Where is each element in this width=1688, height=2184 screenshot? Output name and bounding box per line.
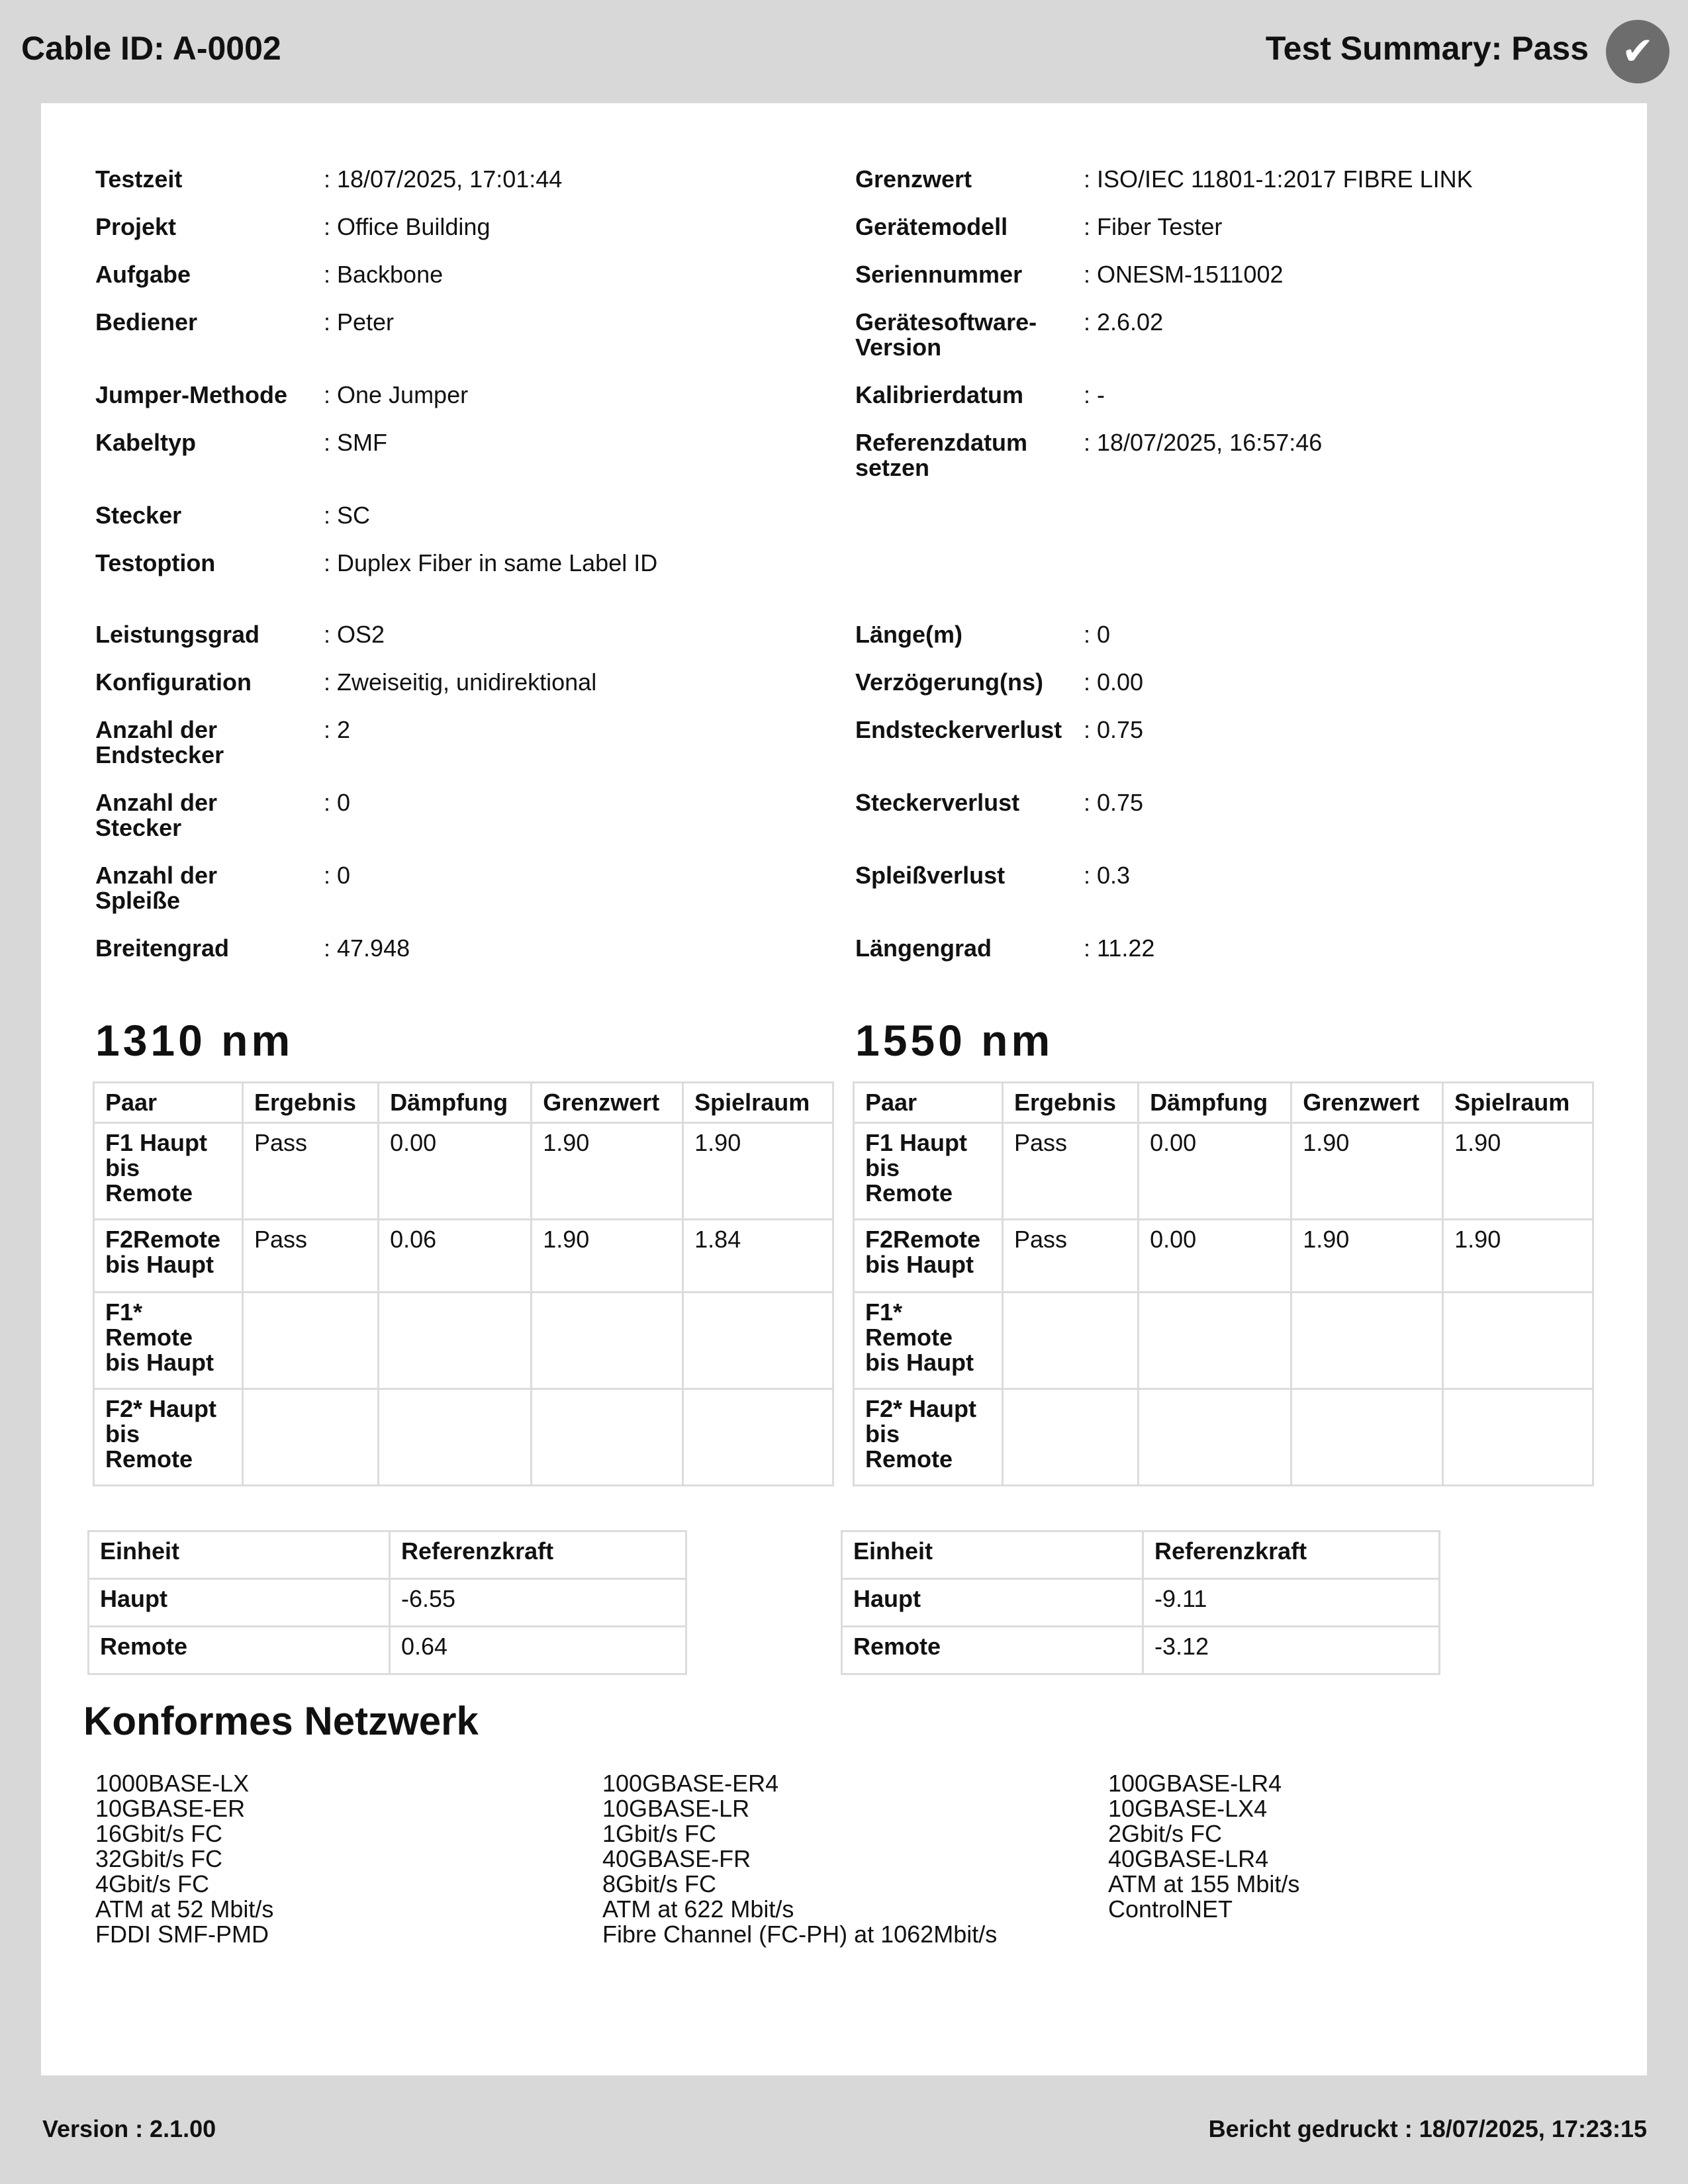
wavelength-1310-title: 1310 nm bbox=[95, 1016, 294, 1065]
results-table-1310 bbox=[93, 1081, 834, 1486]
network-item: 16Gbit/s FC bbox=[95, 1820, 223, 1847]
table-row: F1 Haupt bis Remote Pass 0.00 1.90 1.90 bbox=[94, 1123, 833, 1220]
col-header: Ergebnis bbox=[1003, 1083, 1139, 1123]
network-item: 1000BASE-LX bbox=[95, 1770, 250, 1797]
network-item: 10GBASE-ER bbox=[95, 1795, 246, 1822]
footer-version: Version : 2.1.00 bbox=[42, 2115, 216, 2142]
test-summary: Test Summary: Pass bbox=[1265, 30, 1589, 67]
table-row: F2Remote bis Haupt Pass 0.00 1.90 1.90 bbox=[854, 1220, 1593, 1293]
network-column-2 bbox=[602, 1771, 997, 1947]
network-title: Konformes Netzwerk bbox=[83, 1699, 479, 1743]
network-item: ATM at 155 Mbit/s bbox=[1108, 1870, 1300, 1897]
network-item: ControlNET bbox=[1108, 1895, 1233, 1923]
table-row: F1* Remote bis Haupt bbox=[94, 1293, 833, 1389]
col-header: Dämpfung bbox=[379, 1083, 532, 1123]
reference-table-1550 bbox=[841, 1530, 1440, 1675]
network-item: 10GBASE-LR bbox=[602, 1795, 750, 1822]
table-row: F1* Remote bis Haupt bbox=[854, 1293, 1593, 1389]
network-item: 2Gbit/s FC bbox=[1108, 1820, 1223, 1847]
wavelength-1550-title: 1550 nm bbox=[855, 1016, 1054, 1065]
network-item: Fibre Channel (FC-PH) at 1062Mbit/s bbox=[602, 1921, 998, 1948]
col-header: Spielraum bbox=[1443, 1083, 1593, 1123]
table-row: Remote -3.12 bbox=[842, 1627, 1440, 1674]
col-header: Grenzwert bbox=[1291, 1083, 1443, 1123]
table-row: F2* Haupt bis Remote bbox=[854, 1389, 1593, 1486]
network-item: 8Gbit/s FC bbox=[602, 1870, 717, 1897]
cable-id: Cable ID: A-0002 bbox=[21, 30, 281, 67]
check-icon: ✔ bbox=[1606, 20, 1669, 83]
report-header bbox=[0, 0, 1688, 103]
network-item: 10GBASE-LX4 bbox=[1108, 1795, 1268, 1822]
network-item: ATM at 622 Mbit/s bbox=[602, 1895, 794, 1923]
table-row: F2Remote bis Haupt Pass 0.06 1.90 1.84 bbox=[94, 1220, 833, 1293]
reference-table-1310 bbox=[87, 1530, 687, 1675]
col-header: Referenzkraft bbox=[390, 1531, 686, 1579]
network-item: 40GBASE-FR bbox=[602, 1845, 751, 1872]
network-item: ATM at 52 Mbit/s bbox=[95, 1895, 274, 1923]
table-row: Haupt -6.55 bbox=[89, 1579, 686, 1627]
results-table-1550 bbox=[853, 1081, 1594, 1486]
table-row: F1 Haupt bis Remote Pass 0.00 1.90 1.90 bbox=[854, 1123, 1593, 1220]
network-item: 32Gbit/s FC bbox=[95, 1845, 223, 1872]
info-right: Grenzwert : ISO/IEC 11801-1:2017 FIBRE LINK Gerätemodell : Fiber Tester Seriennummer : ONESM-1511002 Gerätesoftware-Version : 2.6.02 Kalibrierdatum : - Referenzdatum setzen : 18/07/2025, 16:57:46 Länge(m) : 0 Verzögerung(ns) : 0.00 Endsteckerverlust : 0.75 Steckerverlust : 0.75 Spleißverlust : 0.3 Längengrad : 11.22 bbox=[855, 165, 1473, 962]
network-column-1 bbox=[95, 1771, 273, 1947]
table-row: Remote 0.64 bbox=[89, 1627, 686, 1674]
network-column-3 bbox=[1108, 1771, 1299, 1922]
network-item: 100GBASE-LR4 bbox=[1108, 1770, 1282, 1797]
network-item: 4Gbit/s FC bbox=[95, 1870, 210, 1897]
network-item: 1Gbit/s FC bbox=[602, 1820, 717, 1847]
col-header: Grenzwert bbox=[532, 1083, 683, 1123]
table-row: F2* Haupt bis Remote bbox=[94, 1389, 833, 1486]
report-page bbox=[41, 103, 1647, 2075]
col-header: Einheit bbox=[842, 1531, 1143, 1579]
col-header: Dämpfung bbox=[1139, 1083, 1291, 1123]
col-header: Paar bbox=[854, 1083, 1003, 1123]
col-header: Ergebnis bbox=[243, 1083, 379, 1123]
network-item: 40GBASE-LR4 bbox=[1108, 1845, 1269, 1872]
network-item: 100GBASE-ER4 bbox=[602, 1770, 779, 1797]
col-header: Paar bbox=[94, 1083, 243, 1123]
col-header: Referenzkraft bbox=[1143, 1531, 1440, 1579]
footer-printed: Bericht gedruckt : 18/07/2025, 17:23:15 bbox=[1208, 2115, 1647, 2142]
info-left: Testzeit : 18/07/2025, 17:01:44 Projekt : Office Building Aufgabe : Backbone Bediener : Peter Jumper-Methode : One Jumper Kabeltyp : SMF Stecker : SC Testoption : Duplex Fiber in same Label ID Leistungsgrad : OS2 Konfiguration : Zweiseitig, unidirektional Anzahl der Endstecker : 2 Anzahl der Stecker : 0 Anzahl der Spleiße : 0 Breitengrad : 47.948 bbox=[95, 165, 658, 962]
network-item: FDDI SMF-PMD bbox=[95, 1921, 269, 1948]
table-row: Haupt -9.11 bbox=[842, 1579, 1440, 1627]
col-header: Einheit bbox=[89, 1531, 390, 1579]
col-header: Spielraum bbox=[683, 1083, 833, 1123]
